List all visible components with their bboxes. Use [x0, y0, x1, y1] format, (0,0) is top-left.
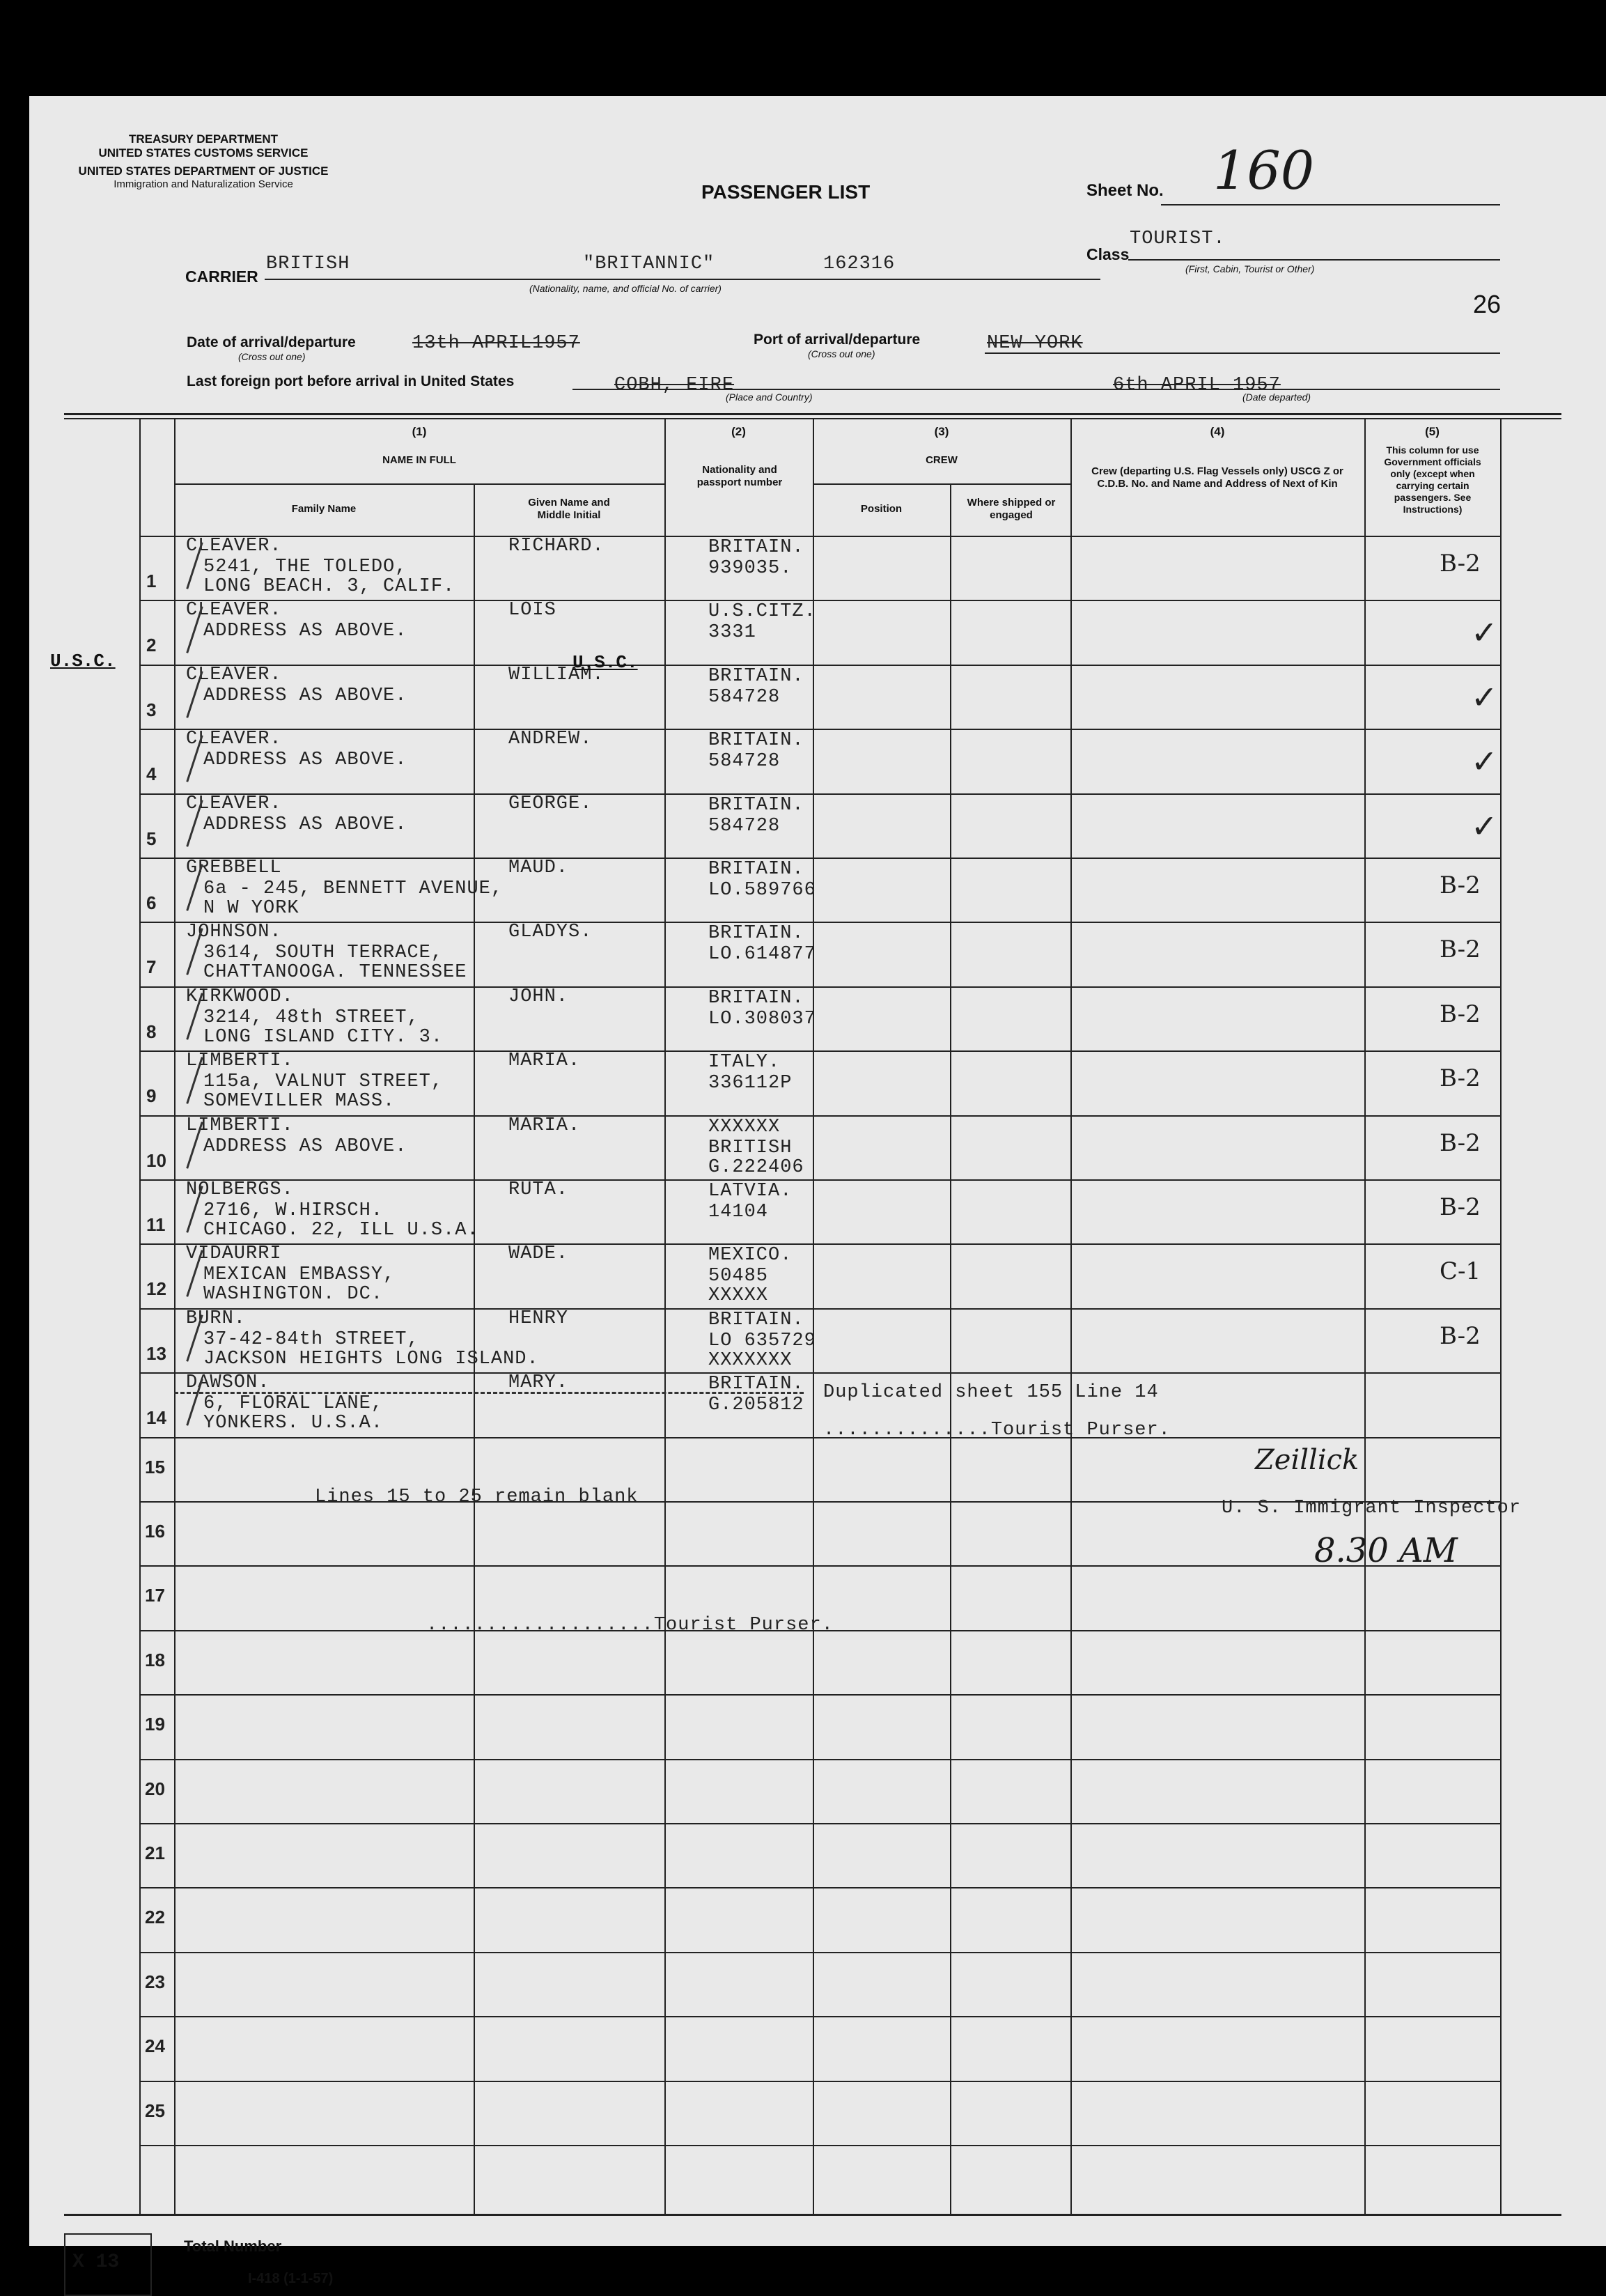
total-value: X 13: [72, 2251, 120, 2273]
header-bottom-rule: [139, 536, 1500, 537]
arrival-port-value: NEW YORK: [987, 333, 1083, 354]
line-number: 3: [146, 699, 157, 720]
line-number: 15: [145, 1457, 165, 1477]
visa-class-mark: B-2: [1440, 871, 1481, 899]
row-separator: [139, 1759, 1500, 1760]
row-separator: [139, 986, 1500, 988]
address-line-1: ADDRESS AS ABOVE.: [203, 685, 407, 706]
address-line-1: 2716, W.HIRSCH.: [203, 1200, 384, 1221]
foreign-port-value: COBH, EIRE: [614, 375, 735, 396]
nationality: BRITAIN.: [708, 988, 804, 1009]
col1-number: (1): [412, 425, 427, 438]
given-name: RUTA.: [508, 1179, 569, 1200]
nationality: LATVIA.: [708, 1181, 793, 1202]
line-number: 1: [146, 571, 157, 591]
address-line-2: LONG ISLAND CITY. 3.: [203, 1027, 444, 1048]
line-number: 6: [146, 892, 157, 913]
table-bottom-rule: [64, 2214, 1561, 2216]
visa-class-mark: B-2: [1440, 1064, 1481, 1092]
address-line-1: ADDRESS AS ABOVE.: [203, 814, 407, 835]
grid-line-crew: [813, 418, 814, 2215]
row-separator: [139, 858, 1500, 859]
family-name: NOLBERGS.: [186, 1179, 294, 1200]
class-label: Class: [1086, 245, 1130, 263]
passport-number: 14104: [708, 1202, 769, 1223]
passport-number: LO 635729: [708, 1331, 816, 1351]
check-mark-icon: ✓: [1471, 678, 1498, 716]
address-line-1: 3614, SOUTH TERRACE,: [203, 943, 444, 963]
line-number: 13: [146, 1343, 166, 1364]
given-name: MARY.: [508, 1372, 569, 1393]
grid-line-linenum: [174, 418, 176, 2215]
visa-class-mark: B-2: [1440, 1000, 1481, 1028]
shipped-header: Where shipped or engaged: [967, 497, 1056, 521]
sheet-underline: [1161, 204, 1500, 205]
passport-number: 50485: [708, 1266, 769, 1287]
carrier-underline: [265, 279, 1100, 280]
row-separator: [139, 1565, 1500, 1567]
family-name: DAWSON.: [186, 1372, 270, 1393]
given-name: MAUD.: [508, 858, 569, 878]
row-separator: [139, 1050, 1500, 1052]
family-name: GREBBELL: [186, 858, 282, 878]
row-separator: [139, 1308, 1500, 1310]
line-number: 20: [145, 1778, 165, 1799]
family-name: JOHNSON.: [186, 922, 282, 943]
foreign-date-value: 6th APRIL 1957: [1113, 375, 1281, 396]
class-value: TOURIST.: [1130, 228, 1226, 249]
passport-number: BRITISH: [708, 1138, 793, 1158]
given-name: LOIS: [508, 600, 556, 621]
row-separator: [139, 600, 1500, 601]
line-number: 22: [145, 1907, 165, 1927]
row-separator: [139, 1243, 1500, 1245]
inspector-label: U. S. Immigrant Inspector: [1222, 1498, 1522, 1519]
address-line-2: CHICAGO. 22, ILL U.S.A.: [203, 1220, 479, 1241]
row-separator: [139, 2081, 1500, 2082]
class-caption: (First, Cabin, Tourist or Other): [1185, 263, 1315, 274]
given-name: ANDREW.: [508, 729, 593, 750]
address-line-1: 115a, VALNUT STREET,: [203, 1071, 444, 1092]
col1-title: NAME IN FULL: [382, 454, 456, 466]
nationality: MEXICO.: [708, 1245, 793, 1266]
check-mark-icon: ✓: [1471, 743, 1498, 780]
nationality: BRITAIN.: [708, 795, 804, 816]
passport-number: LO.308037: [708, 1009, 816, 1030]
blank-lines-note: Lines 15 to 25 remain blank: [315, 1487, 639, 1507]
row-separator: [139, 793, 1500, 795]
position-header: Position: [860, 503, 903, 515]
line-number: 10: [146, 1150, 166, 1171]
foreign-port-label: Last foreign port before arrival in United States: [187, 373, 515, 389]
given-name: GEORGE.: [508, 793, 593, 814]
side-note-usc: U.S.C.: [50, 651, 116, 672]
nationality: BRITAIN.: [708, 1374, 804, 1395]
col3-number: (3): [934, 425, 949, 438]
row-separator: [139, 2016, 1500, 2017]
carrier-caption: (Nationality, name, and official No. of carrier): [529, 283, 722, 294]
line-number: 17: [145, 1585, 165, 1606]
visa-class-mark: B-2: [1440, 1322, 1481, 1350]
purser-note-1: ..............Tourist Purser.: [823, 1420, 1171, 1441]
class-underline: [1128, 259, 1500, 261]
total-label: Total Number: [184, 2237, 282, 2255]
row-separator: [139, 2145, 1500, 2146]
line-number: 4: [146, 763, 157, 784]
line-number: 8: [146, 1021, 157, 1042]
row-separator: [139, 1823, 1500, 1824]
foreign-underline: [572, 389, 1500, 390]
arrival-port-caption: (Cross out one): [808, 348, 875, 359]
given-name: GLADYS.: [508, 922, 593, 943]
grid-line-right: [1500, 418, 1502, 2215]
row-separator: [139, 922, 1500, 923]
address-line-2: JACKSON HEIGHTS LONG ISLAND.: [203, 1349, 539, 1370]
line-number: 24: [145, 2035, 165, 2056]
page-number: 26: [1473, 290, 1502, 318]
col2-title: Nationality and passport number: [696, 464, 783, 488]
agency-line-3: UNITED STATES DEPARTMENT OF JUSTICE: [78, 164, 329, 178]
line-number: 18: [145, 1650, 165, 1670]
row-separator: [139, 1179, 1500, 1181]
passport-number-2: G.222406: [708, 1157, 804, 1178]
family-name: LIMBERTI.: [186, 1115, 294, 1136]
col4-title: Crew (departing U.S. Flag Vessels only) USCG Z or C.D.B. No. and Name and Address of Next of Kin: [1091, 465, 1343, 490]
agency-header: [64, 132, 343, 190]
grid-line-shipped: [950, 483, 951, 2215]
line-number: 21: [145, 1843, 165, 1863]
passport-number: 584728: [708, 816, 781, 837]
given-name: MARIA.: [508, 1115, 581, 1136]
row-separator: [139, 729, 1500, 730]
given-name: JOHN.: [508, 986, 569, 1007]
nationality: BRITAIN.: [708, 1310, 804, 1331]
nationality: BRITAIN.: [708, 859, 804, 880]
form-title: PASSENGER LIST: [701, 181, 871, 203]
family-name: CLEAVER.: [186, 793, 282, 814]
address-line-1: ADDRESS AS ABOVE.: [203, 621, 407, 642]
passport-number: 336112P: [708, 1073, 793, 1094]
passport-number: 584728: [708, 751, 781, 772]
address-line-1: ADDRESS AS ABOVE.: [203, 750, 407, 770]
address-line-1: 37-42-84th STREET,: [203, 1329, 419, 1350]
passport-number: 584728: [708, 687, 781, 708]
line-number: 19: [145, 1714, 165, 1735]
row14-strike-line: [174, 1392, 804, 1394]
arrival-port-underline: [985, 352, 1500, 354]
address-line-1: MEXICAN EMBASSY,: [203, 1264, 396, 1285]
address-line-2: SOMEVILLER MASS.: [203, 1091, 396, 1112]
line-number: 12: [146, 1278, 166, 1299]
col5-number: (5): [1425, 425, 1440, 438]
family-name-header: Family Name: [291, 503, 357, 515]
family-name: CLEAVER.: [186, 729, 282, 750]
row-separator: [139, 1887, 1500, 1888]
passport-number: LO.589766: [708, 880, 816, 901]
given-name-header: Given Name and Middle Initial: [528, 497, 610, 521]
line-number: 16: [145, 1521, 165, 1542]
carrier-name: "BRITANNIC": [583, 254, 715, 274]
nationality: U.S.CITZ.: [708, 601, 816, 622]
visa-class-mark: B-2: [1440, 1193, 1481, 1221]
family-name: LIMBERTI.: [186, 1050, 294, 1071]
col3-title: CREW: [926, 454, 958, 466]
address-line-1: 3214, 48th STREET,: [203, 1007, 419, 1028]
purser-note-2: ...................Tourist Purser.: [426, 1615, 834, 1636]
passport-number: LO.614877: [708, 944, 816, 965]
passport-number: 3331: [708, 622, 756, 643]
visa-class-mark: B-2: [1440, 936, 1481, 963]
line-number: 5: [146, 828, 157, 849]
header-subrule-crew: [813, 483, 1070, 485]
col4-number: (4): [1210, 425, 1225, 438]
family-name: CLEAVER.: [186, 665, 282, 685]
row-separator: [139, 1437, 1500, 1438]
nationality: ITALY.: [708, 1052, 781, 1073]
address-line-2: WASHINGTON. DC.: [203, 1284, 384, 1305]
address-line-1: 6, FLORAL LANE,: [203, 1393, 384, 1414]
address-line-2: LONG BEACH. 3, CALIF.: [203, 576, 455, 597]
row-separator: [139, 1694, 1500, 1696]
usc-stamp: U.S.C.: [572, 652, 638, 673]
duplicated-note: Duplicated sheet 155 Line 14: [823, 1382, 1159, 1403]
inspector-signature: Zeillick: [1255, 1444, 1359, 1476]
given-name: HENRY: [508, 1308, 569, 1329]
nationality: BRITAIN.: [708, 666, 804, 687]
nationality: BRITAIN.: [708, 923, 804, 944]
arrival-port-label: Port of arrival/departure: [754, 332, 921, 348]
nationality: BRITAIN.: [708, 730, 804, 751]
sheet-number: 160: [1213, 139, 1315, 201]
given-name: MARIA.: [508, 1050, 581, 1071]
agency-line-4: Immigration and Naturalization Service: [114, 178, 293, 190]
check-mark-icon: ✓: [1471, 614, 1498, 651]
nationality: XXXXXX: [708, 1117, 781, 1138]
row-separator: [139, 1952, 1500, 1953]
passport-number-2: XXXXX: [708, 1285, 769, 1306]
line-number: 9: [146, 1085, 157, 1106]
line-number: 25: [145, 2100, 165, 2121]
header-subrule: [174, 483, 664, 485]
line-number: 2: [146, 635, 157, 656]
arrival-date-caption: (Cross out one): [238, 351, 306, 362]
family-name: KIRKWOOD.: [186, 986, 294, 1007]
family-name: CLEAVER.: [186, 536, 282, 557]
passport-number: 939035.: [708, 558, 793, 579]
grid-line-officials: [1364, 418, 1366, 2215]
check-mark-icon: ✓: [1471, 807, 1498, 845]
grid-line-left: [139, 418, 141, 2215]
address-line-1: ADDRESS AS ABOVE.: [203, 1136, 407, 1157]
foreign-date-caption: (Date departed): [1242, 391, 1311, 403]
family-name: VIDAURRI: [186, 1243, 282, 1264]
line-number: 14: [146, 1407, 166, 1428]
grid-line-kin: [1070, 418, 1072, 2215]
family-name: CLEAVER.: [186, 600, 282, 621]
row-separator: [139, 1115, 1500, 1117]
address-line-1: 5241, THE TOLEDO,: [203, 557, 407, 577]
row-separator: [139, 665, 1500, 666]
arrival-date-label: Date of arrival/departure: [187, 334, 356, 350]
line-number: 11: [146, 1214, 166, 1235]
line-number: 23: [145, 1971, 165, 1992]
visa-class-mark: B-2: [1440, 1129, 1481, 1157]
carrier-label: CARRIER: [185, 267, 258, 286]
family-name: BURN.: [186, 1308, 247, 1329]
address-line-2: CHATTANOOGA. TENNESSEE: [203, 962, 467, 983]
document-page: [29, 96, 1606, 2286]
given-name: WILLIAM.: [508, 665, 605, 685]
line-number: 7: [146, 956, 157, 977]
table-top-rule: [64, 413, 1561, 415]
carrier-official-no: 162316: [823, 254, 896, 274]
agency-line-2: UNITED STATES CUSTOMS SERVICE: [98, 146, 309, 160]
col2-number: (2): [731, 425, 746, 438]
carrier-nationality: BRITISH: [266, 254, 350, 274]
address-line-1: 6a - 245, BENNETT AVENUE,: [203, 878, 504, 899]
visa-class-mark: B-2: [1440, 550, 1481, 577]
address-line-2: YONKERS. U.S.A.: [203, 1413, 384, 1434]
inspection-time: 8.30 AM: [1314, 1531, 1458, 1570]
foreign-port-caption: (Place and Country): [726, 391, 813, 403]
address-line-2: N W YORK: [203, 898, 299, 919]
visa-class-mark: C-1: [1440, 1257, 1481, 1285]
sheet-label: Sheet No.: [1086, 181, 1164, 200]
passport-number-2: XXXXXXX: [708, 1350, 793, 1371]
given-name: WADE.: [508, 1243, 569, 1264]
row-separator: [139, 1372, 1500, 1374]
passport-number: G.205812: [708, 1395, 804, 1415]
form-number: I-418 (1-1-57): [248, 2271, 334, 2286]
nationality: BRITAIN.: [708, 537, 804, 558]
grid-line-nationality: [664, 418, 666, 2215]
agency-line-1: TREASURY DEPARTMENT: [128, 132, 279, 146]
col5-title: This column for use Government officials only (except when carrying certain passengers. See Instructions): [1384, 444, 1481, 515]
given-name: RICHARD.: [508, 536, 605, 557]
arrival-date-value: 13th APRIL1957: [412, 333, 580, 354]
